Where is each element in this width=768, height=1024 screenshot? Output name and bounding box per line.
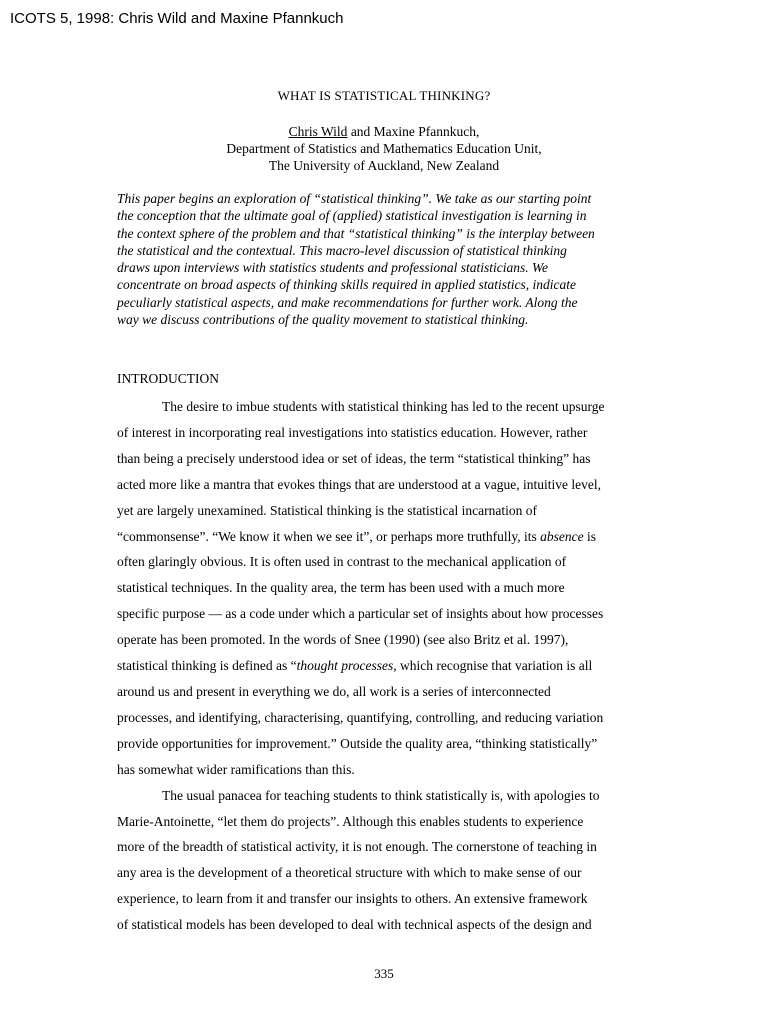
abstract-line: way we discuss contributions of the quality movement to statistical thinking. bbox=[117, 312, 529, 328]
body-line: provide opportunities for improvement.” Outside the quality area, “thinking statistically” bbox=[117, 735, 598, 751]
body-line-segment: “commonsense”. “We know it when we see it”, or perhaps more truthfully, its bbox=[117, 528, 541, 544]
body-line: Marie-Antoinette, “let them do projects”. Although this enables students to experience bbox=[117, 813, 584, 829]
abstract-line: This paper begins an exploration of “statistical thinking”. We take as our starting point bbox=[117, 191, 592, 206]
body-line: acted more like a mantra that evokes things that are understood at a vague, intuitive level, bbox=[117, 476, 601, 492]
first-author-name: Chris Wild bbox=[288, 124, 348, 139]
abstract bbox=[117, 190, 662, 328]
body-line: any area is the development of a theoretical structure with which to make sense of our bbox=[117, 865, 582, 881]
author-names-line bbox=[0, 123, 768, 140]
body-line: around us and present in everything we do, all work is a series of interconnected bbox=[117, 683, 551, 699]
running-head: ICOTS 5, 1998: Chris Wild and Maxine Pfannkuch bbox=[10, 10, 344, 27]
body-line-segment: is bbox=[583, 528, 597, 544]
page-number: 335 bbox=[374, 966, 394, 981]
body-line-segment: statistical thinking is defined as “ bbox=[117, 658, 297, 674]
body-line: than being a precisely understood idea or set of ideas, the term “statistical thinking” has bbox=[117, 450, 591, 466]
body-line: yet are largely unexamined. Statistical thinking is the statistical incarnation of bbox=[117, 502, 538, 518]
body-line: operate has been promoted. In the words of Snee (1990) (see also Britz et al. 1997), bbox=[117, 632, 569, 648]
paragraph-2 bbox=[117, 783, 677, 938]
abstract-line: draws upon interviews with statistics students and professional statisticians. We bbox=[117, 260, 549, 276]
paper-title: WHAT IS STATISTICAL THINKING? bbox=[277, 88, 491, 103]
author-department: Department of Statistics and Mathematics Education Unit, bbox=[226, 141, 542, 156]
body-line: statistical techniques. In the quality area, the term has been used with a much more bbox=[117, 580, 565, 596]
author-block bbox=[0, 123, 768, 174]
body-line: The usual panacea for teaching students to think statistically is, with apologies to bbox=[162, 787, 600, 803]
body-line: more of the breadth of statistical activity, it is not enough. The cornerstone of teaching in bbox=[117, 839, 597, 855]
body-line: specific purpose — as a code under which a particular set of insights about how processes bbox=[117, 606, 604, 622]
body-line: often glaringly obvious. It is often used in contrast to the mechanical application of bbox=[117, 554, 567, 570]
abstract-line: the context sphere of the problem and that “statistical thinking” is the interplay between bbox=[117, 225, 595, 241]
body-line bbox=[117, 653, 677, 679]
body-line bbox=[117, 524, 677, 550]
body-line: experience, to learn from it and transfer our insights to others. An extensive framework bbox=[117, 891, 588, 907]
paragraph-1 bbox=[117, 394, 677, 783]
body-line: of statistical models has been developed to deal with technical aspects of the design and bbox=[117, 917, 592, 933]
author-university: The University of Auckland, New Zealand bbox=[268, 158, 500, 173]
abstract-line: the statistical and the contextual. This macro-level discussion of statistical thinking bbox=[117, 242, 567, 258]
section-heading-introduction: INTRODUCTION bbox=[117, 371, 219, 386]
abstract-line: peculiarly statistical aspects, and make recommendations for further work. Along the bbox=[117, 294, 578, 310]
body-line-segment: , which recognise that variation is all bbox=[393, 658, 593, 674]
emphasis-absence: absence bbox=[540, 528, 584, 544]
abstract-line: concentrate on broad aspects of thinking skills required in applied statistics, indicate bbox=[117, 277, 576, 293]
body-line: of interest in incorporating real investigations into statistics education. However, rather bbox=[117, 424, 588, 440]
body-line: The desire to imbue students with statistical thinking has led to the recent upsurge bbox=[162, 399, 605, 414]
body-line: has somewhat wider ramifications than this. bbox=[117, 761, 355, 777]
emphasis-thought-processes: thought processes bbox=[296, 658, 394, 674]
second-author-name: and Maxine Pfannkuch, bbox=[347, 124, 480, 139]
body-line: processes, and identifying, characterising, quantifying, controlling, and reducing variation bbox=[117, 709, 604, 725]
abstract-line: the conception that the ultimate goal of (applied) statistical investigation is learning in bbox=[117, 208, 587, 224]
body-text bbox=[117, 394, 677, 938]
